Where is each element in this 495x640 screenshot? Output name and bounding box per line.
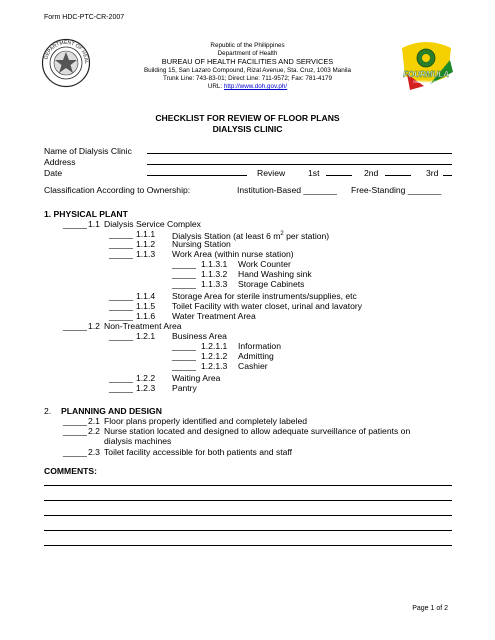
list-item-number: 1.2.1.2: [201, 351, 228, 361]
address-field[interactable]: [147, 164, 452, 165]
comment-line[interactable]: [44, 545, 452, 546]
list-item-label: Toilet facility accessible for both patients and staff: [104, 447, 293, 457]
doh-url-link[interactable]: http://www.doh.gov.ph/: [223, 83, 288, 90]
list-item-label: Nurse station located and designed to allow adequate surveillance of patients on: [104, 426, 411, 436]
list-item: _____: [109, 229, 133, 239]
title-line2: DIALYSIS CLINIC: [212, 124, 283, 134]
list-item-label: Dialysis Station (at least 6 $m^2$ per station): [172, 230, 330, 241]
list-item-label: Dialysis Service Complex: [104, 219, 201, 229]
list-item: _____: [172, 269, 196, 279]
list-item-number: 1.1.6: [136, 311, 156, 321]
date-label: Date: [44, 168, 63, 178]
page-number: Page 1 of 2: [412, 605, 448, 612]
list-item: _____: [109, 301, 133, 311]
list-item: _____: [63, 447, 87, 457]
fourmula-one-logo: [398, 40, 455, 92]
list-item-number: 1.1.3.2: [201, 269, 228, 279]
list-item: _____: [109, 291, 133, 301]
list-item-label: Water Treatment Area: [172, 311, 256, 321]
comment-line[interactable]: [44, 515, 452, 516]
institution-based-option[interactable]: Institution-Based _______: [237, 185, 337, 195]
header-bureau: BUREAU OF HEALTH FACILITIES AND SERVICES: [161, 57, 334, 66]
list-item: _____: [172, 351, 196, 361]
list-item: _____: [109, 331, 133, 341]
list-item: _____: [63, 219, 87, 229]
review-1st-label: 1st: [308, 168, 320, 178]
list-item: _____: [109, 383, 133, 393]
review-1st-field[interactable]: [326, 175, 352, 176]
svg-text:FOURMULA: FOURMULA: [403, 70, 449, 79]
clinic-name-label: Name of Dialysis Clinic: [44, 146, 132, 156]
list-item-label: Toilet Facility with water closet, urinal and lavatory: [172, 301, 363, 311]
section1-heading: 1. PHYSICAL PLANT: [44, 209, 128, 219]
list-item-label: Work Area (within nurse station): [172, 249, 294, 259]
list-item: _____: [109, 373, 133, 383]
list-item-number: 2.1: [88, 416, 100, 426]
list-item-label: Work Counter: [238, 259, 291, 269]
list-item-number: 1.1.2: [136, 239, 156, 249]
list-item: _____: [172, 341, 196, 351]
svg-text:ONE FOR HEALTH: ONE FOR HEALTH: [413, 80, 441, 84]
form-code: Form HDC-PTC-CR-2007: [44, 14, 125, 21]
list-item-number: 1.1.5: [136, 301, 156, 311]
list-item-number: 1.1: [88, 219, 100, 229]
comments-label: COMMENTS:: [44, 466, 97, 476]
list-item-label: Storage Area for sterile instruments/supplies, etc: [172, 291, 357, 301]
list-item: _____: [109, 249, 133, 259]
list-item: _____: [172, 361, 196, 371]
list-item-label: Storage Cabinets: [238, 279, 305, 289]
list-item-label: Admitting: [238, 351, 274, 361]
list-item-label: Hand Washing sink: [238, 269, 312, 279]
list-item-label: Floor plans properly identified and completely labeled: [104, 416, 308, 426]
list-item: _____: [109, 311, 133, 321]
list-item-number: 1.2: [88, 321, 100, 331]
list-item-label: Pantry: [172, 383, 197, 393]
date-field[interactable]: [147, 175, 247, 176]
comment-line[interactable]: [44, 500, 452, 501]
list-item: _____: [63, 321, 87, 331]
list-item-label: Information: [238, 341, 281, 351]
list-item-number: 2.3: [88, 447, 100, 457]
list-item-number: 1.2.1: [136, 331, 156, 341]
section2-heading: PLANNING AND DESIGN: [61, 406, 162, 416]
list-item-label: Business Area: [172, 331, 227, 341]
free-standing-option[interactable]: Free-Standing _______: [351, 185, 442, 195]
comment-line[interactable]: [44, 485, 452, 486]
review-label: Review: [257, 168, 286, 178]
title-line1: CHECKLIST FOR REVIEW OF FLOOR PLANS: [155, 113, 340, 123]
list-item-number: 1.1.3.3: [201, 279, 228, 289]
review-3rd-field[interactable]: [443, 175, 452, 176]
list-item-label: Waiting Area: [172, 373, 221, 383]
list-item-number: 1.1.4: [136, 291, 156, 301]
list-item: _____: [172, 279, 196, 289]
list-item-label: Cashier: [238, 361, 268, 371]
svg-text:DEPARTMENT OF HEALTH: DEPARTMENT OF HEAL: [43, 39, 90, 64]
comment-line[interactable]: [44, 530, 452, 531]
list-item: _____: [63, 416, 87, 426]
address-label: Address: [44, 157, 76, 167]
list-item-number: 1.1.1: [136, 229, 156, 239]
list-item-number: 1.2.2: [136, 373, 156, 383]
review-3rd-label: 3rd: [426, 168, 439, 178]
list-item-number: 1.1.3: [136, 249, 156, 259]
header-line2: Department of Health: [217, 50, 278, 57]
review-2nd-label: 2nd: [364, 168, 379, 178]
list-item-label: Nursing Station: [172, 239, 231, 249]
list-item-number: 1.2.1.1: [201, 341, 228, 351]
list-item: _____: [109, 239, 133, 249]
list-item-continuation: dialysis machines: [104, 436, 172, 446]
header-url-line: URL: http://www.doh.gov.ph/: [207, 83, 288, 90]
list-item: _____: [172, 259, 196, 269]
list-item-number: 1.2.1.3: [201, 361, 228, 371]
list-item: _____: [63, 426, 87, 436]
list-item-number: 1.2.3: [136, 383, 156, 393]
classification-label: Classification According to Ownership:: [44, 185, 191, 195]
clinic-name-field[interactable]: [147, 153, 452, 154]
review-2nd-field[interactable]: [385, 175, 411, 176]
list-item-number: 2.2: [88, 426, 100, 436]
list-item-number: 1.1.3.1: [201, 259, 228, 269]
header-trunk: Trunk Line: 743-83-01; Direct Line: 711-9572; Fax: 781-4179: [162, 75, 333, 82]
header-line1: Republic of the Philippines: [210, 42, 285, 49]
header-address: Building 15, San Lazaro Compound, Rizal Avenue, Sta. Cruz, 1003 Manila: [143, 67, 352, 74]
section2-number: 2.: [44, 406, 52, 416]
list-item-label: Non-Treatment Area: [104, 321, 182, 331]
